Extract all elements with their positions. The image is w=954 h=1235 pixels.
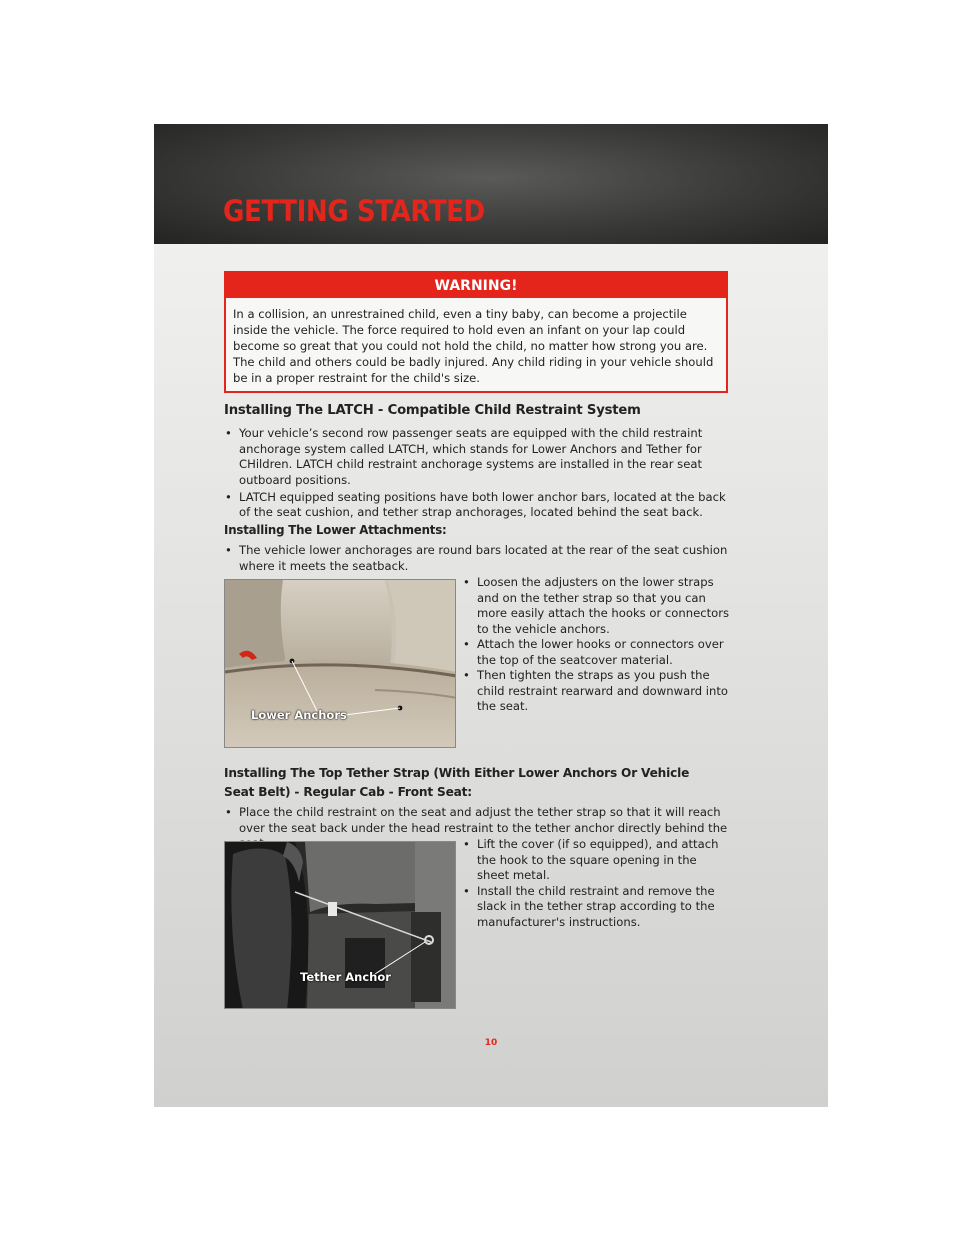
page-number: 10: [484, 1038, 498, 1048]
tether-steps-list: [462, 837, 732, 930]
tether-anchor-label: Tether Anchor: [300, 970, 391, 984]
lower-step-2: • Attach the lower hooks or connectors over the top of the seatcover material.: [462, 637, 732, 668]
lower-step-1: • Loosen the adjusters on the lower straps and on the tether strap so that you can more easily attach the hooks or connectors to the vehicle anchors.: [462, 575, 732, 637]
manual-page: [154, 124, 828, 1107]
tether-step-2: • Install the child restraint and remove the slack in the tether strap according to the manufacturer's instructions.: [462, 884, 732, 931]
lower-intro-bullet: • The vehicle lower anchorages are round bars located at the rear of the seat cushion where it meets the seatback.: [224, 543, 730, 574]
latch-bullet-1: • Your vehicle’s second row passenger seats are equipped with the child restraint anchorage system called LATCH, which stands for Lower Anchors and Tether for CHildren. LATCH child restraint anchorage systems are installed in the rear seat outboard positions.: [224, 426, 730, 488]
lower-attachments-heading: Installing The Lower Attachments:: [224, 522, 447, 537]
tether-anchor-photo: [224, 841, 456, 1009]
tether-step-1: • Lift the cover (if so equipped), and attach the hook to the square opening in the sheet metal.: [462, 837, 732, 884]
page-header: [154, 124, 828, 244]
lower-anchors-photo: [224, 579, 456, 748]
lower-step-3: • Then tighten the straps as you push the child restraint rearward and downward into the seat.: [462, 668, 732, 715]
latch-bullet-list: [224, 426, 730, 521]
lower-intro-list: [224, 543, 730, 574]
lower-anchors-label: Lower Anchors: [251, 708, 347, 722]
warning-box: [224, 271, 728, 393]
rear-seat-illustration: [225, 580, 456, 748]
tether-intro-bullet: • Place the child restraint on the seat and adjust the tether strap so that it will reach over the seat back under the head restraint to the tether anchor directly behind the: [224, 805, 730, 852]
warning-text: In a collision, an unrestrained child, even a tiny baby, can become a projectile inside the vehicle. The force required to hold even an infant on your lap could become so great that you could not hold the child, no matter how strong you are. The child and others could be badly injured. Any child riding in your vehicle should be in a proper restraint for the child's size.: [233, 307, 714, 385]
page-title: GETTING STARTED: [223, 194, 485, 228]
latch-heading: Installing The LATCH - Compatible Child Restraint System: [224, 403, 641, 418]
lower-steps-list: [462, 575, 732, 715]
warning-title: WARNING!: [226, 273, 726, 298]
latch-bullet-2: • LATCH equipped seating positions have both lower anchor bars, located at the back of the seat cushion, and tether strap anchorages, located behind the seat back.: [224, 490, 730, 521]
tether-heading: Installing The Top Tether Strap (With Either Lower Anchors Or Vehicle Seat Belt) - Regular Cab - Front Seat:: [224, 766, 690, 800]
